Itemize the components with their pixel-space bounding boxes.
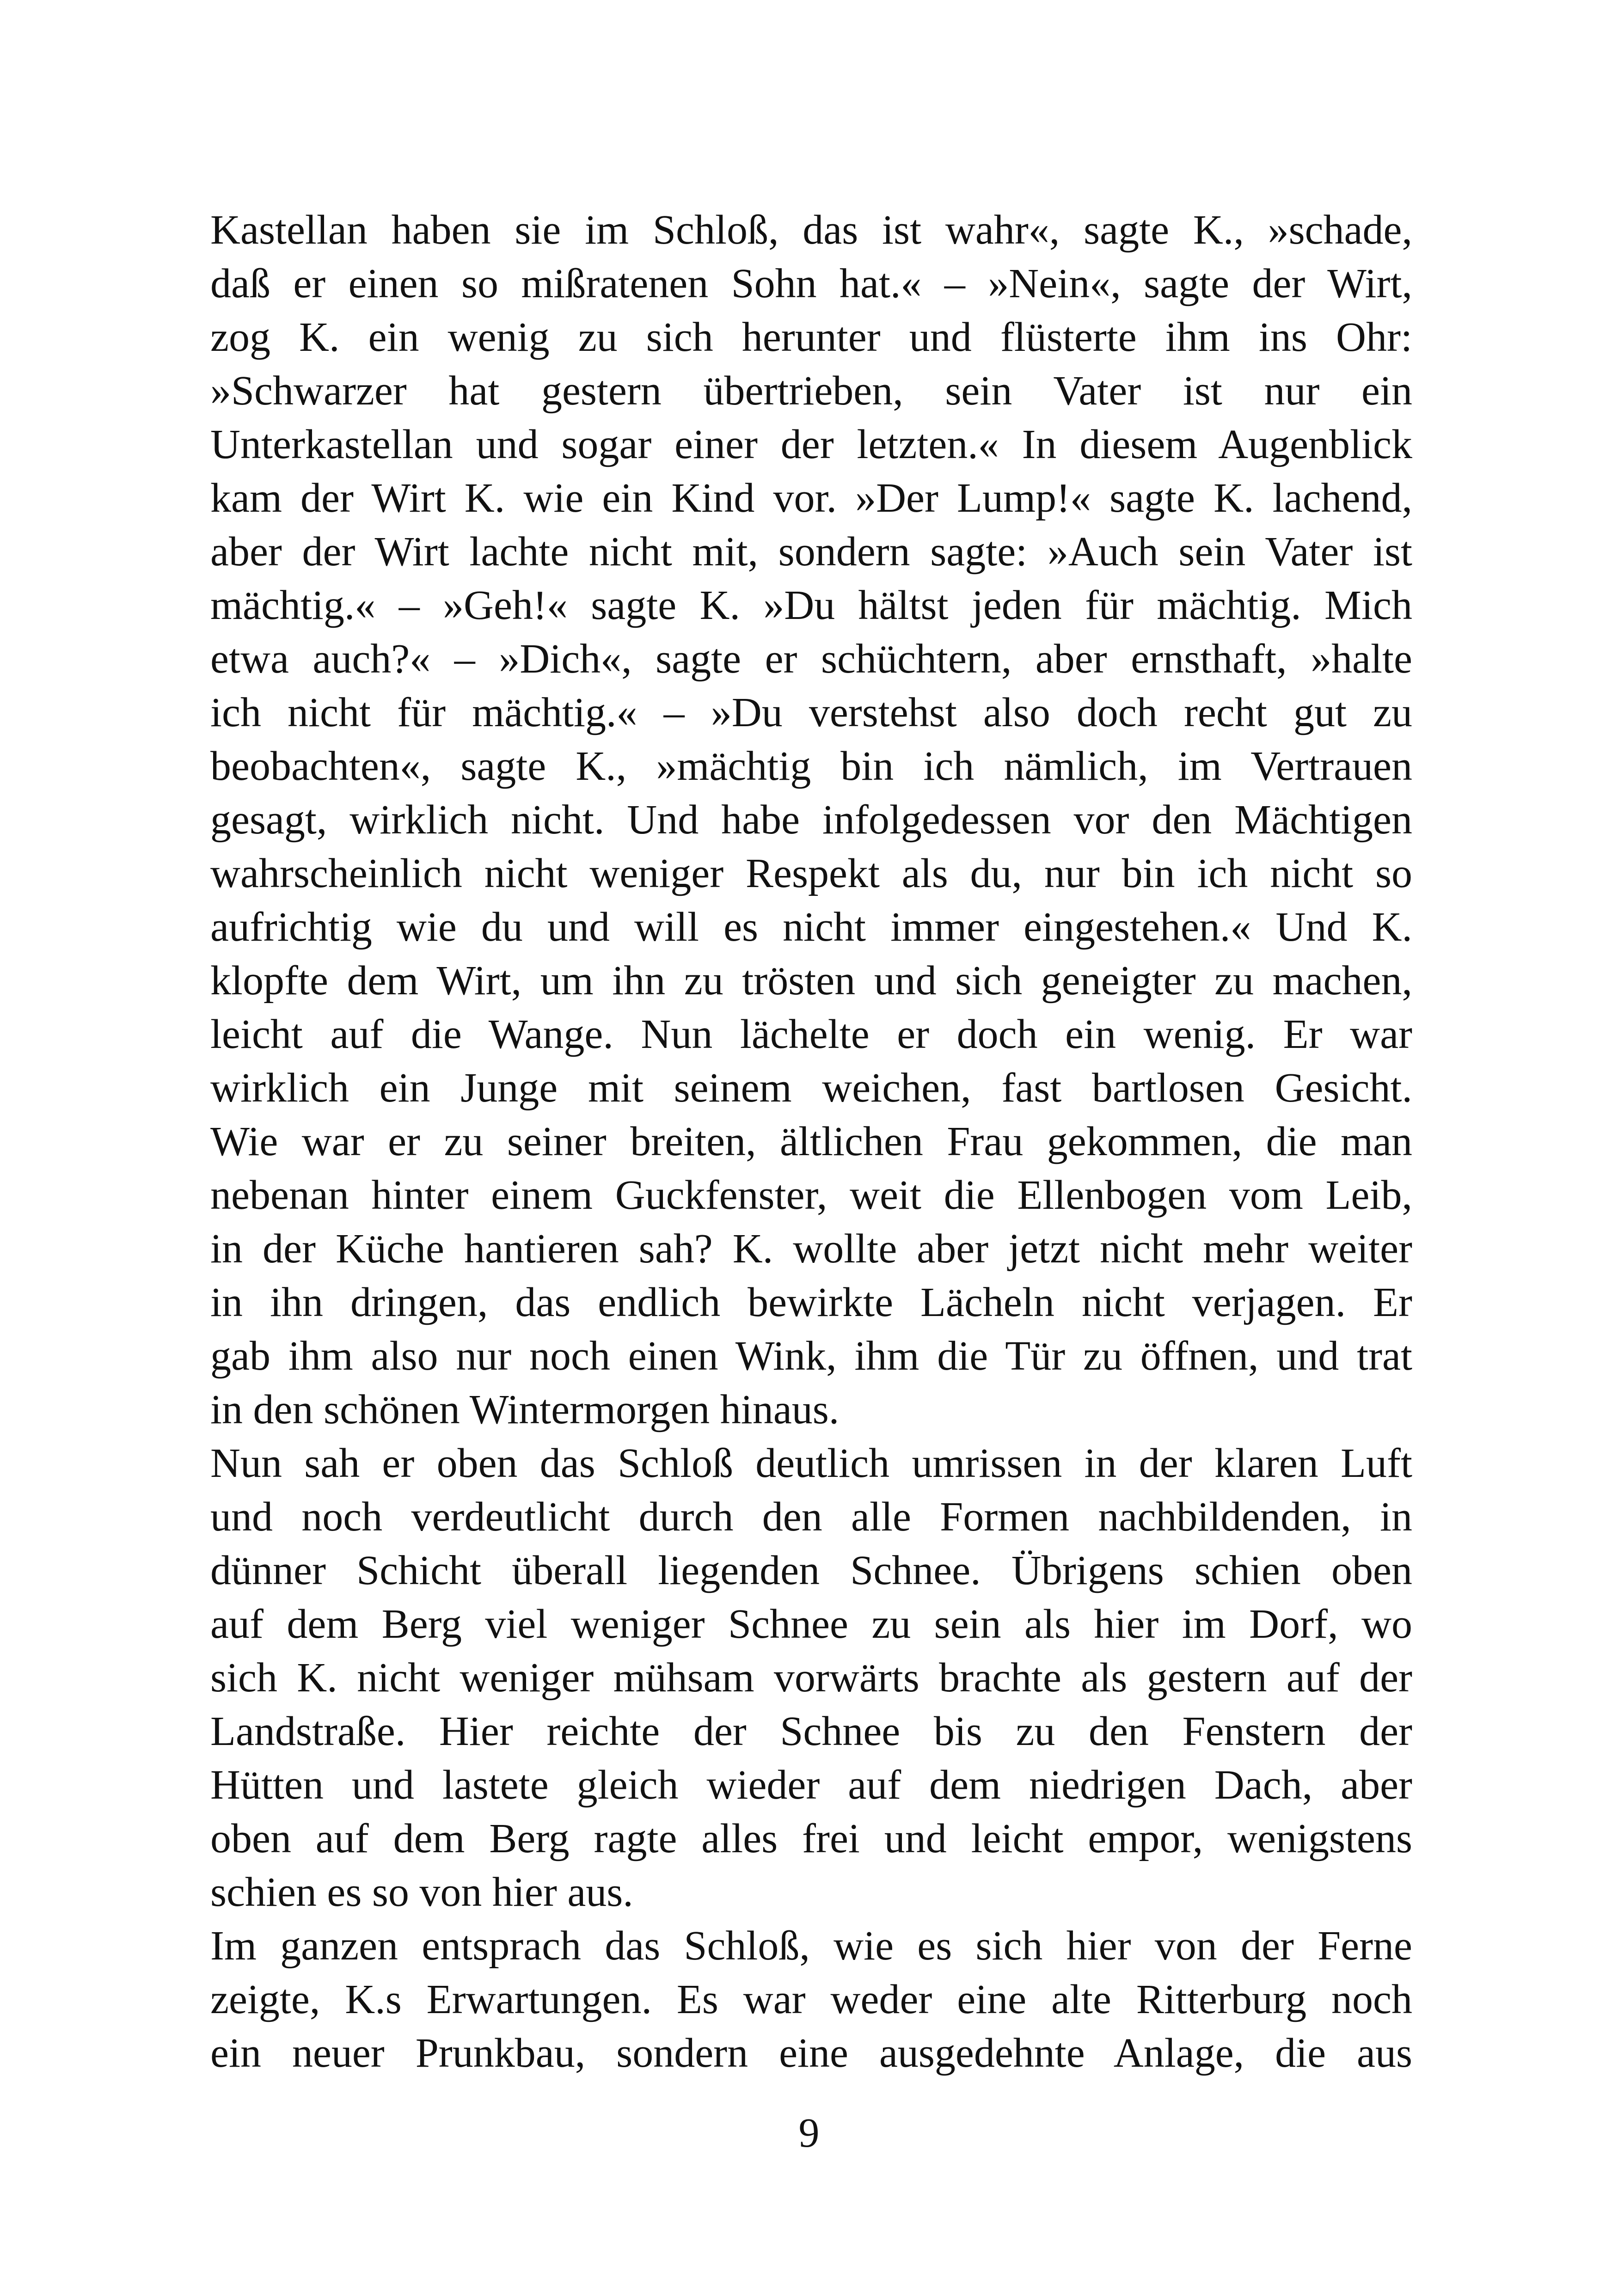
text-line: gesagt, wirklich nicht. Und habe infolgedessen vor den Mächtigen <box>210 797 1412 843</box>
text-line: Kastellan haben sie im Schloß, das ist wahr«, sagte K., »schade, <box>210 207 1412 253</box>
text-line: beobachten«, sagte K., »mächtig bin ich nämlich, im Vertrauen <box>210 743 1412 789</box>
text-line: ein neuer Prunkbau, sondern eine ausgedehnte Anlage, die aus <box>210 2030 1412 2076</box>
text-line: daß er einen so mißratenen Sohn hat.« – »Nein«, sagte der Wirt, <box>210 261 1412 306</box>
text-line: sich K. nicht weniger mühsam vorwärts brachte als gestern auf der <box>210 1655 1412 1701</box>
text-line: Nun sah er oben das Schloß deutlich umrissen in der klaren Luft <box>210 1440 1412 1486</box>
text-line: Hütten und lastete gleich wieder auf dem niedrigen Dach, aber <box>210 1762 1412 1808</box>
text-line: zog K. ein wenig zu sich herunter und flüsterte ihm ins Ohr: <box>210 314 1412 360</box>
text-line: wahrscheinlich nicht weniger Respekt als du, nur bin ich nicht so <box>210 851 1412 896</box>
text-line: zeigte, K.s Erwartungen. Es war weder eine alte Ritterburg noch <box>210 1977 1412 2022</box>
paragraph-3 <box>210 1919 1412 2080</box>
text-line: auf dem Berg viel weniger Schnee zu sein als hier im Dorf, wo <box>210 1601 1412 1647</box>
text-line: »Schwarzer hat gestern übertrieben, sein Vater ist nur ein <box>210 368 1412 414</box>
text-line: wirklich ein Junge mit seinem weichen, fast bartlosen Gesicht. <box>210 1065 1412 1111</box>
text-line: dünner Schicht überall liegenden Schnee. Übrigens schien oben <box>210 1548 1412 1593</box>
paragraph-2 <box>210 1437 1412 1919</box>
text-line: in ihn dringen, das endlich bewirkte Lächeln nicht verjagen. Er <box>210 1280 1412 1325</box>
paragraph-1 <box>210 203 1412 1437</box>
text-line: und noch verdeutlicht durch den alle Formen nachbildenden, in <box>210 1494 1412 1540</box>
text-line: oben auf dem Berg ragte alles frei und leicht empor, wenigstens <box>210 1816 1412 1861</box>
text-line: aber der Wirt lachte nicht mit, sondern sagte: »Auch sein Vater ist <box>210 529 1412 575</box>
text-line: aufrichtig wie du und will es nicht immer eingestehen.« Und K. <box>210 904 1412 950</box>
text-line: ich nicht für mächtig.« – »Du verstehst also doch recht gut zu <box>210 690 1412 735</box>
text-line: in den schönen Wintermorgen hinaus. <box>210 1387 840 1433</box>
text-line: etwa auch?« – »Dich«, sagte er schüchtern, aber ernsthaft, »halte <box>210 636 1412 682</box>
text-line: in der Küche hantieren sah? K. wollte aber jetzt nicht mehr weiter <box>210 1226 1412 1272</box>
page-number: 9 <box>798 2110 820 2156</box>
text-line: Landstraße. Hier reichte der Schnee bis zu den Fenstern der <box>210 1708 1412 1754</box>
text-line: kam der Wirt K. wie ein Kind vor. »Der Lump!« sagte K. lachend, <box>210 475 1412 521</box>
text-line: gab ihm also nur noch einen Wink, ihm die Tür zu öffnen, und trat <box>210 1333 1412 1379</box>
text-line: schien es so von hier aus. <box>210 1869 633 1915</box>
text-line: klopfte dem Wirt, um ihn zu trösten und sich geneigter zu machen, <box>210 958 1412 1004</box>
text-line: nebenan hinter einem Guckfenster, weit die Ellenbogen vom Leib, <box>210 1172 1412 1218</box>
text-line: leicht auf die Wange. Nun lächelte er doch ein wenig. Er war <box>210 1011 1412 1057</box>
text-line: Im ganzen entsprach das Schloß, wie es sich hier von der Ferne <box>210 1923 1412 1969</box>
body-text <box>210 203 1412 2080</box>
text-line: mächtig.« – »Geh!« sagte K. »Du hältst jeden für mächtig. Mich <box>210 582 1412 628</box>
text-line: Wie war er zu seiner breiten, ältlichen Frau gekommen, die man <box>210 1119 1412 1164</box>
text-line: Unterkastellan und sogar einer der letzten.« In diesem Augenblick <box>210 422 1412 467</box>
